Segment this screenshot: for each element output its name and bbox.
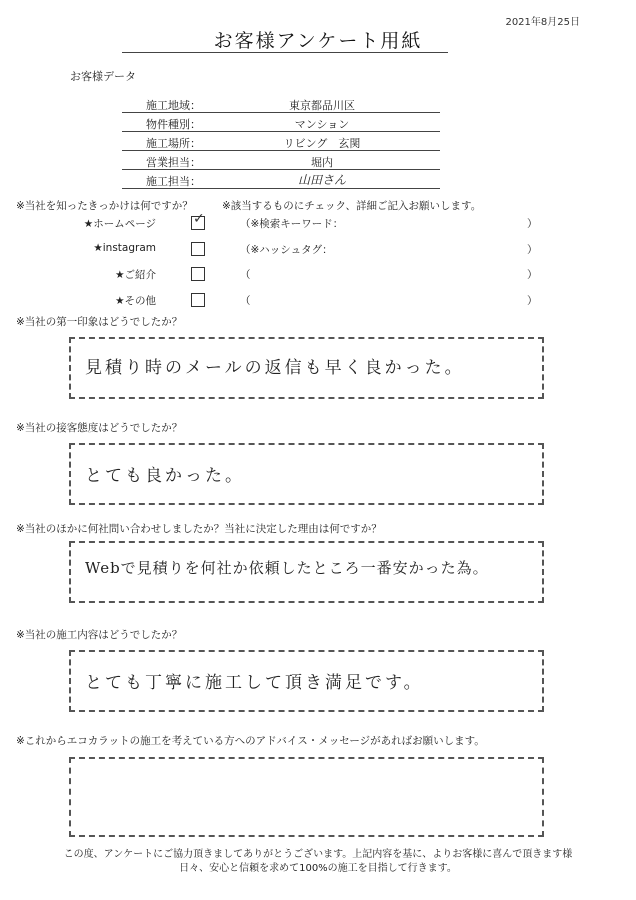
option-detail: （※検索キーワード： bbox=[240, 218, 344, 230]
check-mark-icon: ✓ bbox=[193, 211, 205, 227]
question-source-note: ※該当するものにチェック、詳細ご記入お願いします。 bbox=[222, 200, 482, 212]
customer-row-sales bbox=[122, 151, 440, 170]
answer-text: とても良かった。 bbox=[85, 466, 245, 486]
source-option-instagram bbox=[0, 242, 636, 260]
customer-row-property bbox=[122, 113, 440, 132]
question-first-impression: ※当社の第一印象はどうでしたか？ bbox=[16, 316, 183, 328]
customer-row-value: マンション bbox=[294, 118, 350, 131]
question-source: ※当社を知ったきっかけは何ですか？ bbox=[16, 200, 193, 212]
title-underline bbox=[122, 52, 448, 53]
question-other-companies: ※当社のほかに何社問い合わせしましたか？当社に決定した理由は何ですか？ bbox=[16, 523, 382, 535]
footer-line-1: この度、アンケートにご協力頂きましてありがとうございます。上記内容を基に、よりお客様に喜んで頂きます様 bbox=[63, 849, 573, 860]
customer-section-label: お客様データ bbox=[70, 70, 136, 83]
customer-row-value: 堀内 bbox=[311, 156, 333, 169]
checkbox-referral[interactable] bbox=[191, 267, 205, 281]
question-installation: ※当社の施工内容はどうでしたか？ bbox=[16, 629, 183, 641]
customer-row-key: 施工地域： bbox=[146, 99, 201, 112]
answer-box-advice[interactable] bbox=[69, 757, 544, 837]
customer-row-area bbox=[122, 94, 440, 113]
option-label: ★ご紹介 bbox=[115, 269, 156, 281]
answer-text: とても丁寧に施工して頂き満足です。 bbox=[85, 673, 424, 693]
customer-row-key: 営業担当： bbox=[146, 156, 201, 169]
option-close-paren: ） bbox=[527, 269, 538, 281]
option-detail: （ bbox=[240, 269, 251, 281]
option-detail: （※ハッシュタグ： bbox=[240, 244, 333, 256]
customer-data-table bbox=[122, 94, 440, 189]
source-option-homepage bbox=[0, 211, 636, 234]
checkbox-homepage[interactable] bbox=[191, 211, 205, 230]
customer-row-key: 施工場所： bbox=[146, 137, 201, 150]
customer-row-value: 山田さん bbox=[297, 173, 346, 187]
option-label: ★その他 bbox=[115, 295, 156, 307]
question-advice: ※これからエコカラットの施工を考えている方へのアドバイス・メッセージがあればお願いします。 bbox=[16, 735, 485, 747]
option-label: ★ホームページ bbox=[83, 218, 156, 230]
option-close-paren: ） bbox=[527, 218, 538, 230]
footer-message bbox=[0, 848, 636, 876]
customer-row-value: リビング 玄関 bbox=[283, 137, 361, 150]
answer-box-installation[interactable] bbox=[69, 650, 544, 712]
customer-row-key: 施工担当： bbox=[146, 175, 201, 188]
option-detail: （ bbox=[240, 295, 251, 307]
option-label: ★instagram bbox=[93, 242, 156, 254]
customer-row-value: 東京都品川区 bbox=[289, 99, 355, 112]
option-close-paren: ） bbox=[527, 295, 538, 307]
checkbox-instagram[interactable] bbox=[191, 242, 205, 256]
source-option-other bbox=[0, 293, 636, 311]
survey-date: 2021年8月25日 bbox=[505, 17, 580, 28]
customer-row-key: 物件種別： bbox=[146, 118, 201, 131]
customer-row-installer bbox=[122, 170, 440, 189]
answer-text: Webで見積りを何社か依頼したところ一番安かった為。 bbox=[85, 559, 489, 577]
source-option-referral bbox=[0, 267, 636, 285]
answer-text: 見積り時のメールの返信も早く良かった。 bbox=[85, 358, 465, 378]
answer-box-first-impression[interactable] bbox=[69, 337, 544, 399]
footer-line-2: 日々、安心と信頼を求めて100%の施工を目指して行きます。 bbox=[179, 863, 457, 874]
customer-row-location bbox=[122, 132, 440, 151]
option-close-paren: ） bbox=[527, 244, 538, 256]
question-customer-service: ※当社の接客態度はどうでしたか？ bbox=[16, 422, 183, 434]
page-title: お客様アンケート用紙 bbox=[213, 30, 423, 52]
checkbox-other[interactable] bbox=[191, 293, 205, 307]
answer-box-other-companies[interactable] bbox=[69, 541, 544, 603]
answer-box-customer-service[interactable] bbox=[69, 443, 544, 505]
